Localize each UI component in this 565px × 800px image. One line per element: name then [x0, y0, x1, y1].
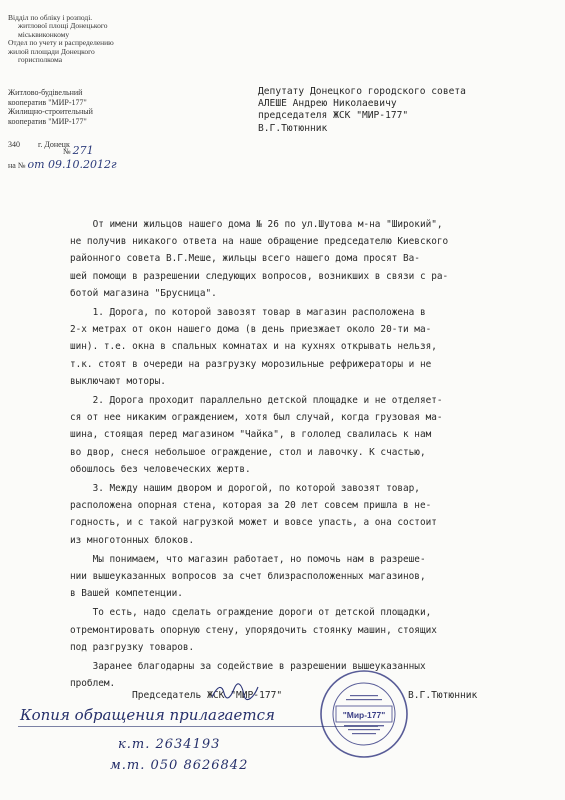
body-line: шин). т.е. окна в спальных комнатах и на кухнях открывать нельзя,	[70, 341, 437, 353]
body-line: обошлось без человеческих жертв.	[70, 463, 251, 475]
coop-stamp	[8, 88, 148, 126]
body-line: Заранее благодарны за содействие в разрешении вышеуказанных	[70, 661, 426, 673]
addressee-line: председателя ЖСК "МИР-177"	[258, 110, 409, 122]
stamp-line: міськвиконкому	[18, 29, 70, 39]
handwritten-note: Копия обращения прилагается	[20, 706, 275, 724]
body-line: в Вашей компетенции.	[70, 588, 183, 600]
signature-scrawl	[210, 683, 260, 701]
stamp-line: жилой площади Донецкого	[8, 46, 95, 56]
body-line: годность, и с такой нагрузкой может и вовсе упасть, а она состоит	[70, 517, 437, 529]
body-line: нии вышеуказанных вопросов за счет близрасположенных магазинов,	[70, 571, 426, 583]
coop-line: кооператив "МИР-177"	[8, 116, 87, 126]
reg-no: 271	[72, 144, 94, 157]
addressee-line: В.Г.Тютюнник	[258, 122, 328, 134]
reg-date: от 09.10.2012г	[27, 158, 117, 171]
header-stamp	[8, 14, 138, 64]
body-line: выключают моторы.	[70, 375, 166, 387]
body-line: 2. Дорога проходит параллельно детской площадке и не отделяет-	[70, 395, 443, 407]
body-line: во двор, снеся небольшое ограждение, стол и лавочку. К счастью,	[70, 446, 426, 458]
cooperative-seal	[318, 668, 410, 760]
body-line: проблем.	[70, 678, 116, 690]
letter-body	[70, 218, 550, 694]
body-line: под разгрузку товаров.	[70, 641, 195, 653]
body-line: 1. Дорога, по которой завозят товар в магазин расположена в	[70, 307, 426, 319]
body-line: Мы понимаем, что магазин работает, но помочь нам в разреше-	[70, 553, 426, 565]
handwritten-underline	[18, 726, 378, 727]
addressee	[258, 86, 558, 135]
stamp-line: Отдел по учету и распределению	[8, 38, 114, 48]
signatory-name: В.Г.Тютюнник	[408, 690, 478, 701]
body-line: ботой магазина "Брусница".	[70, 287, 217, 299]
body-line: От имени жильцов нашего дома № 26 по ул.Шутова м-на "Широкий",	[70, 219, 443, 230]
stamp-line: Відділ по обліку і розподі.	[8, 13, 93, 22]
city-name: г. Донецк	[38, 140, 70, 149]
coop-line: кооператив "МИР-177"	[8, 97, 87, 107]
body-line: не получив никакого ответа на наше обращение председателю Киевского	[70, 236, 449, 248]
stamp-line: житлової площі Донецького	[18, 21, 108, 31]
reg-date-label: на №	[8, 161, 26, 170]
body-line: 3. Между нашим двором и дорогой, по которой завозят товар,	[70, 483, 420, 495]
body-line: шина, стоящая перед магазином "Чайка", в гололед свалилась к нам	[70, 429, 432, 441]
seal-center-text: "Мир-177"	[342, 710, 386, 720]
city-number: 340	[8, 140, 20, 149]
body-line: районного совета В.Г.Меше, жильцы всего нашего дома просят Ва-	[70, 253, 420, 265]
body-line: отремонтировать опорную стену, упорядочить стоянку машин, стоящих	[70, 624, 437, 636]
body-line: шей помощи в разрешении следующих вопросов, возникших в связи с ра-	[70, 270, 449, 282]
stamp-line: горисполкома	[18, 55, 63, 65]
body-line: ся от нее никаким ограждением, хотя был случай, когда грузовая ма-	[70, 412, 443, 424]
addressee-line: Депутату Донецкого городского совета	[258, 86, 466, 97]
city-line	[8, 140, 70, 149]
addressee-line: АЛЕШЕ Андрею Николаевичу	[258, 98, 397, 110]
coop-line: Жилищно-строительный	[8, 107, 93, 116]
signatory-title: Председатель ЖСК "МИР-177"	[132, 690, 283, 701]
body-line: из многотонных блоков.	[70, 534, 195, 546]
reg-no-label: №	[63, 147, 71, 156]
handwritten-phone-2: м.т. 050 8626842	[110, 758, 249, 773]
handwritten-phone-1: к.т. 2634193	[118, 737, 221, 752]
body-line: То есть, надо сделать ограждение дороги от детской площадки,	[70, 607, 432, 619]
body-line: расположена опорная стена, которая за 20 лет совсем пришла в не-	[70, 500, 432, 512]
body-line: т.к. стоят в очереди на разгрузку морозильные рефрижераторы и не	[70, 358, 432, 370]
coop-line: Житлово-будівельний	[8, 88, 83, 97]
body-line: 2-х метрах от окон нашего дома (в день приезжает около 20-ти ма-	[70, 324, 432, 336]
